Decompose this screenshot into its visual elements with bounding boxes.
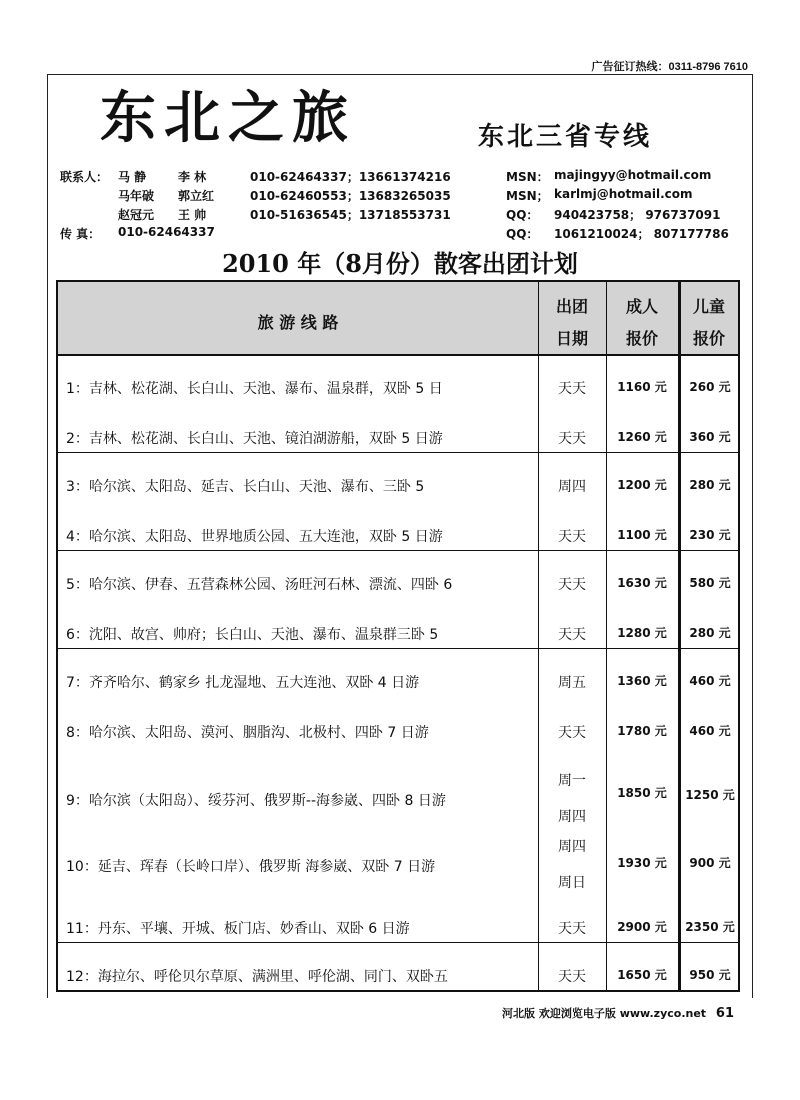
contact-name: 马 静: [118, 170, 147, 184]
date-cell: 天天: [558, 627, 586, 643]
im-label: MSN；: [506, 189, 549, 203]
adult-price-cell: 1650 元: [617, 968, 667, 982]
date-cell: 天天: [558, 577, 586, 593]
im-value: 940423758； 976737091: [554, 208, 721, 222]
date-cell-line2: 周四: [558, 809, 586, 825]
date-cell-line2: 周日: [558, 875, 586, 891]
route-cell: 1：吉林、松花湖、长白山、天池、瀑布、温泉群，双卧 5 日: [66, 381, 443, 397]
route-cell: 8：哈尔滨、太阳岛、漠河、胭脂沟、北极村、四卧 7 日游: [66, 725, 429, 741]
route-cell: 11：丹东、平壤、开城、板门店、妙香山、双卧 6 日游: [66, 921, 410, 937]
contact-phones: 010-51636545；13718553731: [250, 208, 451, 222]
header-date-line2: 日期: [555, 329, 588, 348]
im-value: karlmj@hotmail.com: [554, 187, 693, 201]
logo-title: 东北之旅: [100, 85, 356, 151]
column-divider: [678, 282, 681, 990]
header-route-label: 旅 游 线 路: [257, 313, 339, 332]
table-header: [58, 282, 738, 356]
adult-price-cell: 1100 元: [617, 528, 667, 542]
im-label: QQ：: [506, 227, 539, 241]
slogan: 东北三省专线: [478, 122, 653, 152]
adult-price-cell: 1280 元: [617, 626, 667, 640]
group-divider: [58, 942, 738, 943]
date-cell: 天天: [558, 921, 586, 937]
adult-price-cell: 1260 元: [617, 430, 667, 444]
child-price-cell: 280 元: [689, 626, 731, 640]
child-price-cell: 950 元: [689, 968, 731, 982]
adult-price-cell: 1200 元: [617, 478, 667, 492]
ad-hotline: 广告征订热线：0311-8796 7610: [591, 61, 748, 73]
date-cell: 天天: [558, 431, 586, 447]
route-cell: 2：吉林、松花湖、长白山、天池、镜泊湖游船，双卧 5 日游: [66, 431, 443, 447]
child-price-cell: 460 元: [689, 724, 731, 738]
adult-price-cell: 1780 元: [617, 724, 667, 738]
im-label: MSN：: [506, 170, 549, 184]
contact-label: 联系人：: [60, 170, 109, 184]
fax-label: 传 真：: [60, 227, 101, 241]
group-divider: [58, 648, 738, 649]
child-price-cell: 230 元: [689, 528, 731, 542]
page-title: 2010 年（8月份）散客出团计划: [222, 249, 578, 278]
child-price-cell: 1250 元: [685, 788, 735, 802]
date-cell: 天天: [558, 969, 586, 985]
adult-price-cell: 1930 元: [617, 856, 667, 870]
contact-name: 郭立红: [178, 189, 215, 203]
tour-table: [56, 280, 740, 992]
adult-price-cell: 1360 元: [617, 674, 667, 688]
date-cell: 周五: [558, 675, 586, 691]
header-adult-line2: 报价: [625, 329, 658, 348]
im-label: QQ：: [506, 208, 539, 222]
route-cell: 4：哈尔滨、太阳岛、世界地质公园、五大连池，双卧 5 日游: [66, 529, 443, 545]
route-cell: 9：哈尔滨（太阳岛）、绥芬河、俄罗斯--海参崴、四卧 8 日游: [66, 793, 446, 809]
child-price-cell: 260 元: [689, 380, 731, 394]
child-price-cell: 280 元: [689, 478, 731, 492]
header-adult-line1: 成人: [625, 297, 658, 316]
fax-number: 010-62464337: [118, 225, 215, 239]
edition-label: 河北版: [502, 1007, 536, 1020]
contact-name: 王 帅: [178, 208, 207, 222]
im-value: 1061210024； 807177786: [554, 227, 729, 241]
child-price-cell: 900 元: [689, 856, 731, 870]
page-number: 61: [715, 1006, 734, 1021]
contact-phones: 010-62464337；13661374216: [250, 170, 451, 184]
route-cell: 12：海拉尔、呼伦贝尔草原、满洲里、呼伦湖、同门、双卧五: [66, 969, 448, 985]
header-child-line2: 报价: [692, 329, 725, 348]
header-child: [680, 282, 738, 354]
route-cell: 10：延吉、珲春（长岭口岸）、俄罗斯 海参崴、双卧 7 日游: [66, 859, 436, 875]
page-footer: [502, 1005, 734, 1021]
im-value: majingyy@hotmail.com: [554, 168, 712, 182]
header-child-line1: 儿童: [692, 297, 725, 316]
contact-block: [60, 168, 740, 244]
date-cell-line1: 周四: [558, 839, 586, 855]
adult-price-cell: 2900 元: [617, 920, 667, 934]
child-price-cell: 580 元: [689, 576, 731, 590]
contact-name: 赵冠元: [118, 208, 155, 222]
publication-label: 欢迎浏览电子版 www.zyco.net: [538, 1007, 707, 1020]
header-date-line1: 出团: [555, 297, 588, 316]
adult-price-cell: 1630 元: [617, 576, 667, 590]
contact-name: 马年破: [118, 189, 155, 203]
adult-price-cell: 1850 元: [617, 786, 667, 800]
header-date: [538, 282, 606, 354]
contact-name: 李 林: [178, 170, 207, 184]
adult-price-cell: 1160 元: [617, 380, 667, 394]
group-divider: [58, 550, 738, 551]
route-cell: 5：哈尔滨、伊春、五营森林公园、汤旺河石林、漂流、四卧 6: [66, 577, 453, 593]
header-adult: [606, 282, 678, 354]
route-cell: 6：沈阳、故宫、帅府；长白山、天池、瀑布、温泉群三卧 5: [66, 627, 439, 643]
child-price-cell: 360 元: [689, 430, 731, 444]
group-divider: [58, 452, 738, 453]
date-cell: 天天: [558, 381, 586, 397]
contact-row: [60, 187, 740, 206]
child-price-cell: 460 元: [689, 674, 731, 688]
date-cell: 周四: [558, 479, 586, 495]
contact-row: [60, 168, 740, 187]
contact-row: [60, 225, 740, 244]
date-cell-line1: 周一: [558, 773, 586, 789]
route-cell: 7：齐齐哈尔、鹤家乡 扎龙湿地、五大连池、双卧 4 日游: [66, 675, 420, 691]
child-price-cell: 2350 元: [685, 920, 735, 934]
date-cell: 天天: [558, 529, 586, 545]
header-route: [58, 282, 538, 354]
contact-phones: 010-62460553；13683265035: [250, 189, 451, 203]
contact-row: [60, 206, 740, 225]
date-cell: 天天: [558, 725, 586, 741]
route-cell: 3：哈尔滨、太阳岛、延吉、长白山、天池、瀑布、三卧 5: [66, 479, 425, 495]
